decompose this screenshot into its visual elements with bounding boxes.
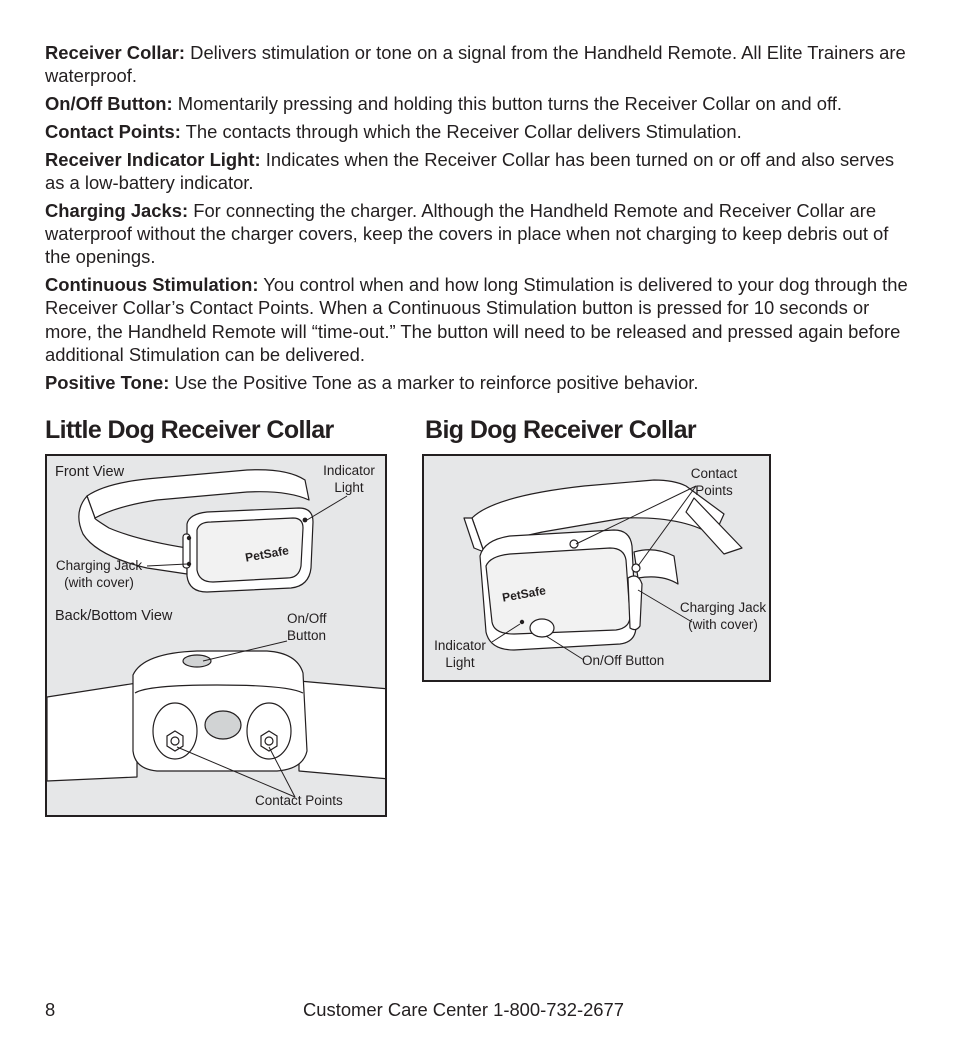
big-contact-points-label: Contact Points xyxy=(690,466,738,498)
definition-positive-tone: Positive Tone: Use the Positive Tone as a marker to reinforce positive behavior. xyxy=(45,371,699,393)
front-view-title: Front View xyxy=(55,464,125,480)
definition-contact-points: Contact Points: The contacts through which the Receiver Collar delivers Stimulation. xyxy=(45,120,742,142)
back-on-off-button-label: On/Off Button xyxy=(287,611,327,643)
definition-on-off-button: On/Off Button: Momentarily pressing and holding this button turns the Receiver Collar on and off. xyxy=(45,93,842,115)
big-dog-panel xyxy=(422,454,771,682)
definition-indicator-light: Receiver Indicator Light: Indicates when the Receiver Collar has been turned on or off and also serves as a low-battery indicator. xyxy=(45,148,895,193)
page-number: 8 xyxy=(45,999,56,1020)
definition-receiver-collar: Receiver Collar: Delivers stimulation or tone on a signal from the Handheld Remote. All Elite Trainers are waterproof. xyxy=(45,42,906,87)
front-indicator-light-label: Indicator Light xyxy=(323,463,375,495)
big-indicator-light-label: Indicator Light xyxy=(434,638,486,670)
little-dog-heading: Little Dog Receiver Collar xyxy=(45,416,334,444)
back-contact-points-label: Contact Points xyxy=(255,793,343,808)
big-dog-heading: Big Dog Receiver Collar xyxy=(425,416,697,444)
definition-continuous-stimulation: Continuous Stimulation: You control when and how long Stimulation is delivered to your dog through the Receiver Collar’s Contact Points. When a Continuous Stimulation button is pressed for 10 seconds or more, the Handheld Remote will “time-out.” The button will need to be released and pressed again before additional Stimulation can be delivered. xyxy=(45,274,908,366)
little-dog-front-view-panel xyxy=(45,454,387,602)
customer-care-center: Customer Care Center 1-800-732-2677 xyxy=(303,999,624,1020)
petsafe-logo: PetSafe xyxy=(244,543,290,565)
little-dog-back-view-panel xyxy=(45,601,387,817)
back-view-title: Back/Bottom View xyxy=(55,608,173,624)
big-charging-jack-label: Charging Jack (with cover) xyxy=(679,600,767,632)
definition-charging-jacks: Charging Jacks: For connecting the charger. Although the Handheld Remote and Receiver Collar are waterproof without the charger covers, keep the covers in place when not charging to keep debris out of the openings. xyxy=(45,199,889,268)
big-on-off-button-label: On/Off Button xyxy=(582,653,665,668)
definitions-list xyxy=(45,41,915,399)
big-dog-petsafe-logo: PetSafe xyxy=(501,583,547,605)
front-charging-jack-label: Charging Jack (with cover) xyxy=(55,558,143,590)
